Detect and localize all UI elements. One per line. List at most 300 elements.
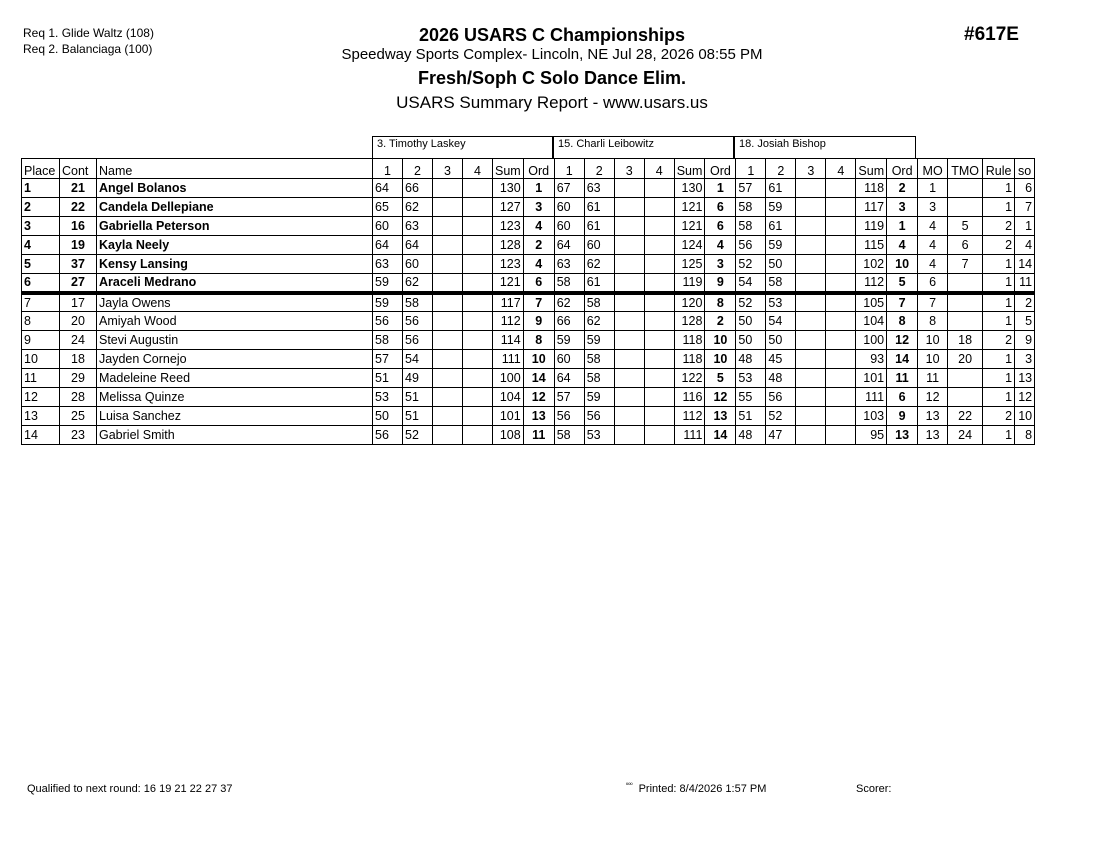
table-row (22, 407, 1035, 426)
name-cell: Kensy Lansing (97, 255, 373, 274)
score-cell (796, 274, 826, 293)
ord-cell: 6 (523, 274, 554, 293)
competition-title: 2026 USARS C Championships (418, 25, 686, 45)
score-cell (796, 331, 826, 350)
score-cell (433, 331, 463, 350)
score-cell: 51 (403, 407, 433, 426)
so-cell: 1 (1015, 217, 1035, 236)
so-cell: 6 (1015, 179, 1035, 198)
score-cell (826, 293, 856, 312)
score-cell: 60 (554, 350, 584, 369)
so-cell: 3 (1015, 350, 1035, 369)
score-cell (796, 407, 826, 426)
table-row (22, 369, 1035, 388)
score-cell (614, 312, 644, 331)
so-cell: 11 (1015, 274, 1035, 293)
score-cell (614, 407, 644, 426)
score-cell: 63 (373, 255, 403, 274)
qualified-list: Qualified to next round: 16 19 21 22 27 37 (27, 783, 233, 795)
col-j1-1: 1 (373, 159, 403, 179)
score-cell (826, 179, 856, 198)
ord-cell: 14 (887, 350, 918, 369)
score-cell (614, 426, 644, 445)
score-cell (644, 255, 674, 274)
place-cell: 10 (22, 350, 60, 369)
sum-cell: 119 (856, 217, 887, 236)
score-cell: 57 (373, 350, 403, 369)
rule-cell: 1 (983, 426, 1015, 445)
tmo-cell: 7 (948, 255, 983, 274)
score-cell (614, 293, 644, 312)
cont-cell: 21 (60, 179, 97, 198)
col-j3-2: 2 (766, 159, 796, 179)
score-cell (433, 293, 463, 312)
col-j2-ord: Ord (705, 159, 736, 179)
ord-cell: 8 (705, 293, 736, 312)
tmo-cell: 24 (948, 426, 983, 445)
ord-cell: 12 (887, 331, 918, 350)
score-cell (463, 198, 493, 217)
score-cell (433, 179, 463, 198)
score-cell (796, 426, 826, 445)
score-cell: 61 (584, 274, 614, 293)
mo-cell: 4 (918, 217, 948, 236)
score-cell: 66 (554, 312, 584, 331)
ord-cell: 1 (523, 179, 554, 198)
score-cell (644, 350, 674, 369)
score-cell (614, 331, 644, 350)
ord-cell: 6 (705, 217, 736, 236)
ord-cell: 10 (705, 331, 736, 350)
ord-cell: 14 (705, 426, 736, 445)
header-row (22, 159, 1035, 179)
score-cell (796, 350, 826, 369)
score-cell: 59 (766, 236, 796, 255)
score-cell (463, 179, 493, 198)
name-cell: Araceli Medrano (97, 274, 373, 293)
score-cell (463, 350, 493, 369)
col-j1-2: 2 (403, 159, 433, 179)
mo-cell: 11 (918, 369, 948, 388)
score-cell (796, 293, 826, 312)
rule-cell: 1 (983, 274, 1015, 293)
name-cell: Madeleine Reed (97, 369, 373, 388)
table-row (22, 217, 1035, 236)
cont-cell: 16 (60, 217, 97, 236)
col-j1-4: 4 (463, 159, 493, 179)
ord-cell: 12 (705, 388, 736, 407)
mo-cell: 10 (918, 331, 948, 350)
score-cell (614, 350, 644, 369)
score-cell (614, 179, 644, 198)
so-cell: 12 (1015, 388, 1035, 407)
cont-cell: 18 (60, 350, 97, 369)
score-cell: 50 (736, 312, 766, 331)
event-title: Fresh/Soph C Solo Dance Elim. (417, 68, 687, 88)
rule-cell: 2 (983, 407, 1015, 426)
score-cell (463, 236, 493, 255)
score-cell (826, 426, 856, 445)
tmo-cell: 6 (948, 236, 983, 255)
score-cell (433, 369, 463, 388)
ord-cell: 3 (523, 198, 554, 217)
score-cell (796, 312, 826, 331)
table-row (22, 293, 1035, 312)
results-table (21, 158, 1035, 445)
rule-cell: 1 (983, 179, 1015, 198)
printed-marker: ººº (626, 783, 633, 789)
score-cell (614, 217, 644, 236)
rule-cell: 2 (983, 331, 1015, 350)
score-cell (796, 369, 826, 388)
score-cell: 56 (584, 407, 614, 426)
sum-cell: 120 (674, 293, 705, 312)
score-cell: 60 (373, 217, 403, 236)
col-j3-4: 4 (826, 159, 856, 179)
sum-cell: 128 (493, 236, 524, 255)
col-cont: Cont (60, 159, 97, 179)
col-so: so (1015, 159, 1035, 179)
sum-cell: 121 (674, 198, 705, 217)
ord-cell: 7 (887, 293, 918, 312)
mo-cell: 1 (918, 179, 948, 198)
mo-cell: 7 (918, 293, 948, 312)
place-cell: 11 (22, 369, 60, 388)
col-mo: MO (918, 159, 948, 179)
score-cell: 53 (373, 388, 403, 407)
tmo-cell (948, 293, 983, 312)
score-cell: 49 (403, 369, 433, 388)
cont-cell: 25 (60, 407, 97, 426)
col-j1-3: 3 (433, 159, 463, 179)
score-cell: 52 (736, 255, 766, 274)
so-cell: 10 (1015, 407, 1035, 426)
ord-cell: 12 (523, 388, 554, 407)
report-title: USARS Summary Report - www.usars.us (396, 93, 708, 112)
score-cell (433, 274, 463, 293)
score-cell: 63 (554, 255, 584, 274)
sum-cell: 118 (856, 179, 887, 198)
score-cell (463, 312, 493, 331)
score-cell: 56 (373, 426, 403, 445)
col-j2-2: 2 (584, 159, 614, 179)
cont-cell: 19 (60, 236, 97, 255)
score-cell: 61 (766, 217, 796, 236)
name-cell: Jayla Owens (97, 293, 373, 312)
judge-header-1: 3. Timothy Laskey (372, 136, 553, 158)
rule-cell: 1 (983, 293, 1015, 312)
score-cell: 52 (403, 426, 433, 445)
sum-cell: 117 (856, 198, 887, 217)
sum-cell: 117 (493, 293, 524, 312)
place-cell: 7 (22, 293, 60, 312)
score-cell: 53 (766, 293, 796, 312)
score-cell: 60 (403, 255, 433, 274)
place-cell: 14 (22, 426, 60, 445)
place-cell: 3 (22, 217, 60, 236)
score-cell: 45 (766, 350, 796, 369)
ord-cell: 2 (705, 312, 736, 331)
score-cell (644, 236, 674, 255)
so-cell: 8 (1015, 426, 1035, 445)
name-cell: Amiyah Wood (97, 312, 373, 331)
score-cell: 65 (373, 198, 403, 217)
col-place: Place (22, 159, 60, 179)
mo-cell: 8 (918, 312, 948, 331)
score-cell: 63 (403, 217, 433, 236)
score-cell (644, 369, 674, 388)
col-name: Name (97, 159, 373, 179)
sum-cell: 127 (493, 198, 524, 217)
ord-cell: 8 (887, 312, 918, 331)
score-cell (826, 312, 856, 331)
score-cell: 64 (373, 179, 403, 198)
table-row (22, 179, 1035, 198)
score-cell (463, 388, 493, 407)
score-cell (614, 388, 644, 407)
score-cell: 58 (584, 293, 614, 312)
score-cell: 58 (584, 369, 614, 388)
ord-cell: 1 (705, 179, 736, 198)
ord-cell: 9 (887, 407, 918, 426)
ord-cell: 9 (523, 312, 554, 331)
sum-cell: 105 (856, 293, 887, 312)
score-cell: 58 (736, 198, 766, 217)
score-cell: 63 (584, 179, 614, 198)
score-cell: 55 (736, 388, 766, 407)
col-j1-sum: Sum (493, 159, 524, 179)
score-cell (433, 217, 463, 236)
score-cell (796, 198, 826, 217)
score-cell (826, 236, 856, 255)
col-rule: Rule (983, 159, 1015, 179)
place-cell: 8 (22, 312, 60, 331)
title-block (300, 24, 804, 114)
score-cell: 56 (403, 331, 433, 350)
ord-cell: 5 (705, 369, 736, 388)
tmo-cell: 20 (948, 350, 983, 369)
score-cell (463, 293, 493, 312)
score-cell: 59 (373, 274, 403, 293)
ord-cell: 10 (523, 350, 554, 369)
tmo-cell (948, 312, 983, 331)
required-element-2: Req 2. Balanciaga (100) (23, 42, 153, 56)
col-j3-1: 1 (736, 159, 766, 179)
sum-cell: 108 (493, 426, 524, 445)
score-cell (433, 350, 463, 369)
so-cell: 7 (1015, 198, 1035, 217)
cont-cell: 22 (60, 198, 97, 217)
printed-line (626, 783, 766, 795)
score-cell (463, 407, 493, 426)
score-cell: 59 (766, 198, 796, 217)
col-j1-ord: Ord (523, 159, 554, 179)
score-cell (644, 293, 674, 312)
score-cell (796, 179, 826, 198)
rule-cell: 1 (983, 198, 1015, 217)
score-cell (433, 407, 463, 426)
score-cell: 64 (403, 236, 433, 255)
rule-cell: 1 (983, 350, 1015, 369)
score-cell (644, 388, 674, 407)
score-cell (433, 255, 463, 274)
score-cell: 50 (736, 331, 766, 350)
rule-cell: 1 (983, 388, 1015, 407)
ord-cell: 3 (887, 198, 918, 217)
sum-cell: 95 (856, 426, 887, 445)
ord-cell: 10 (705, 350, 736, 369)
ord-cell: 9 (705, 274, 736, 293)
sum-cell: 123 (493, 255, 524, 274)
sum-cell: 121 (493, 274, 524, 293)
sum-cell: 100 (856, 331, 887, 350)
rule-cell: 1 (983, 369, 1015, 388)
printed-timestamp: Printed: 8/4/2026 1:57 PM (638, 783, 767, 795)
table-row (22, 388, 1035, 407)
sum-cell: 119 (674, 274, 705, 293)
place-cell: 1 (22, 179, 60, 198)
score-cell: 53 (584, 426, 614, 445)
score-cell (826, 274, 856, 293)
score-cell (433, 388, 463, 407)
score-cell (433, 312, 463, 331)
sum-cell: 102 (856, 255, 887, 274)
score-cell: 51 (403, 388, 433, 407)
score-cell (826, 407, 856, 426)
ord-cell: 8 (523, 331, 554, 350)
table-row (22, 236, 1035, 255)
venue-line: Speedway Sports Complex- Lincoln, NE Jul 28, 2026 08:55 PM (341, 46, 763, 63)
score-cell: 58 (766, 274, 796, 293)
sum-cell: 114 (493, 331, 524, 350)
score-cell (463, 369, 493, 388)
mo-cell: 4 (918, 236, 948, 255)
ord-cell: 4 (523, 217, 554, 236)
score-cell: 64 (554, 236, 584, 255)
score-cell (614, 274, 644, 293)
name-cell: Melissa Quinze (97, 388, 373, 407)
score-cell: 66 (403, 179, 433, 198)
sum-cell: 128 (674, 312, 705, 331)
rule-cell: 1 (983, 255, 1015, 274)
ord-cell: 2 (887, 179, 918, 198)
score-cell (826, 331, 856, 350)
score-cell (463, 331, 493, 350)
score-cell: 59 (554, 331, 584, 350)
score-cell: 54 (766, 312, 796, 331)
col-j3-ord: Ord (887, 159, 918, 179)
tmo-cell (948, 179, 983, 198)
judge-header-2: 15. Charli Leibowitz (553, 136, 734, 158)
sum-cell: 111 (856, 388, 887, 407)
score-cell: 58 (736, 217, 766, 236)
ord-cell: 11 (887, 369, 918, 388)
score-cell (614, 255, 644, 274)
name-cell: Candela Dellepiane (97, 198, 373, 217)
score-cell: 62 (403, 198, 433, 217)
sum-cell: 115 (856, 236, 887, 255)
mo-cell: 6 (918, 274, 948, 293)
mo-cell: 4 (918, 255, 948, 274)
name-cell: Gabriel Smith (97, 426, 373, 445)
place-cell: 2 (22, 198, 60, 217)
mo-cell: 10 (918, 350, 948, 369)
sum-cell: 125 (674, 255, 705, 274)
score-cell (826, 369, 856, 388)
score-cell: 52 (766, 407, 796, 426)
tmo-cell (948, 198, 983, 217)
score-cell (644, 331, 674, 350)
score-cell: 48 (766, 369, 796, 388)
table-row (22, 198, 1035, 217)
score-cell (433, 236, 463, 255)
score-cell: 58 (373, 331, 403, 350)
sum-cell: 103 (856, 407, 887, 426)
score-cell: 58 (554, 274, 584, 293)
tmo-cell (948, 274, 983, 293)
score-cell (826, 198, 856, 217)
score-cell (826, 255, 856, 274)
score-cell (463, 426, 493, 445)
mo-cell: 13 (918, 426, 948, 445)
score-cell (644, 312, 674, 331)
table-row (22, 426, 1035, 445)
score-cell: 50 (766, 331, 796, 350)
score-cell: 58 (554, 426, 584, 445)
score-cell: 56 (554, 407, 584, 426)
ord-cell: 5 (887, 274, 918, 293)
ord-cell: 4 (523, 255, 554, 274)
ord-cell: 3 (705, 255, 736, 274)
tmo-cell (948, 388, 983, 407)
scorer-label: Scorer: (856, 783, 892, 795)
score-cell (614, 369, 644, 388)
sum-cell: 118 (674, 350, 705, 369)
score-cell: 59 (373, 293, 403, 312)
sum-cell: 111 (493, 350, 524, 369)
name-cell: Luisa Sanchez (97, 407, 373, 426)
score-cell (826, 388, 856, 407)
sum-cell: 111 (674, 426, 705, 445)
table-row (22, 274, 1035, 293)
score-cell (463, 217, 493, 236)
score-cell: 56 (403, 312, 433, 331)
score-cell: 51 (373, 369, 403, 388)
name-cell: Jayden Cornejo (97, 350, 373, 369)
score-cell: 54 (736, 274, 766, 293)
required-element-1: Req 1. Glide Waltz (108) (23, 26, 154, 40)
score-cell: 58 (584, 350, 614, 369)
ord-cell: 4 (887, 236, 918, 255)
sum-cell: 100 (493, 369, 524, 388)
sum-cell: 101 (493, 407, 524, 426)
so-cell: 4 (1015, 236, 1035, 255)
score-cell: 51 (736, 407, 766, 426)
ord-cell: 13 (887, 426, 918, 445)
name-cell: Angel Bolanos (97, 179, 373, 198)
col-j2-3: 3 (614, 159, 644, 179)
score-cell: 64 (373, 236, 403, 255)
score-cell: 61 (766, 179, 796, 198)
sum-cell: 101 (856, 369, 887, 388)
mo-cell: 3 (918, 198, 948, 217)
score-cell (463, 255, 493, 274)
table-row (22, 312, 1035, 331)
col-j3-3: 3 (796, 159, 826, 179)
mo-cell: 13 (918, 407, 948, 426)
results-body (22, 179, 1035, 445)
place-cell: 6 (22, 274, 60, 293)
